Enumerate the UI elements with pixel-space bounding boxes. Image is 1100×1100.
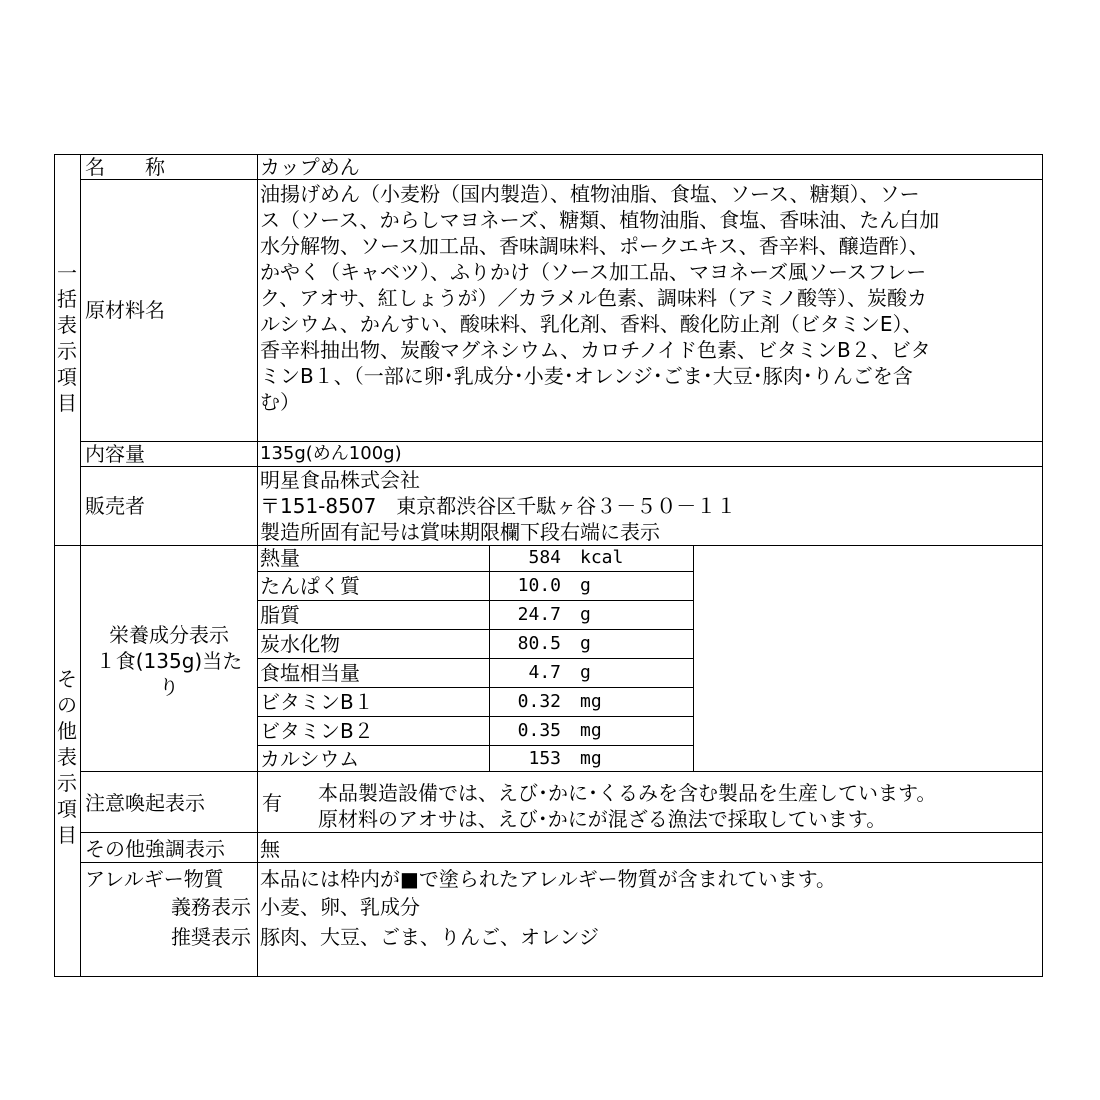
nutrition-line-2 — [257, 600, 693, 601]
nutrition-row-unit: mg — [580, 748, 602, 769]
ingredients-line: かやく（キャベツ）、ふりかけ（ソース加工品、マヨネーズ風ソースフレー — [260, 260, 927, 284]
nutrition-row-unit: g — [580, 604, 591, 625]
nutrition-line-1 — [257, 571, 693, 572]
allergen-recommended-value: 豚肉、大豆、ごま、りんご、オレンジ — [260, 925, 599, 949]
nutrition-row-value: 10.0 — [517, 575, 561, 596]
nutrition-row-name: 炭水化物 — [260, 632, 340, 656]
nutrition-row-unit: g — [580, 633, 591, 654]
nutrition-line-5 — [257, 687, 693, 688]
nutrition-row-name: 食塩相当量 — [260, 661, 360, 685]
row-divider-name — [80, 179, 1043, 180]
caution-label: 注意喚起表示 — [85, 791, 205, 815]
allergen-note: 本品には枠内が■で塗られたアレルギー物質が含まれています。 — [260, 867, 836, 891]
allergen-mandatory-value: 小麦、卵、乳成分 — [260, 895, 420, 919]
nutrition-row-name: 熱量 — [260, 546, 300, 570]
allergen-label: アレルギー物質 — [85, 867, 224, 891]
nutrition-row-name: カルシウム — [260, 747, 360, 771]
nutrition-line-4 — [257, 658, 693, 659]
row-divider-caution — [80, 832, 1043, 833]
row-divider-emphasis — [80, 862, 1043, 863]
nutrition-row-unit: mg — [580, 720, 602, 741]
nutrition-row-name: 脂質 — [260, 603, 300, 627]
nutrition-row-value: 153 — [528, 748, 561, 769]
ingredients-line: む） — [260, 390, 300, 414]
seller-label: 販売者 — [85, 494, 145, 518]
content-label: 内容量 — [85, 442, 145, 466]
caution-flag: 有 — [262, 791, 282, 815]
ingredients-line: ルシウム、かんすい、酸味料、乳化剤、香料、酸化防止剤（ビタミンE）、 — [260, 312, 923, 336]
ingredients-line: 油揚げめん（小麦粉（国内製造）、植物油脂、食塩、ソース、糖類）、ソー — [260, 182, 920, 206]
section-header-other: その他表示項目 — [57, 667, 77, 847]
nutrition-row-value: 0.35 — [517, 720, 561, 741]
table-border-bottom — [54, 976, 1043, 977]
seller-line: 〒151-8507 東京都渋谷区千駄ヶ谷３－５０－１１ — [260, 494, 737, 518]
nutrition-row-value: 24.7 — [517, 604, 561, 625]
row-divider-nutrition — [80, 771, 1043, 772]
nutrition-row-unit: g — [580, 575, 591, 596]
section-header-bulk: 一括表示項目 — [57, 261, 77, 415]
emphasis-value: 無 — [260, 837, 280, 861]
name-label: 名 称 — [85, 155, 165, 179]
nutrition-serving: １食(135g)当た — [95, 649, 243, 673]
caution-line: 本品製造設備では、えび･かに･くるみを含む製品を生産しています。 — [318, 781, 937, 805]
nutrition-row-value: 4.7 — [528, 662, 561, 683]
nutrition-row-unit: mg — [580, 691, 602, 712]
section-column-divider — [80, 154, 81, 977]
ingredients-line: ク、アオサ、紅しょうが）／カラメル色素、調味料（アミノ酸等）、炭酸カ — [260, 286, 927, 310]
ingredients-label: 原材料名 — [85, 298, 165, 322]
nutrition-name-value-divider — [489, 545, 490, 772]
nutrition-row-value: 584 — [528, 547, 561, 568]
nutrition-row-name: ビタミンB１ — [260, 690, 374, 714]
seller-line: 製造所固有記号は賞味期限欄下段右端に表示 — [260, 520, 660, 544]
ingredients-line: ミンB１、（一部に卵･乳成分･小麦･オレンジ･ごま･大豆･豚肉･りんごを含 — [260, 364, 913, 388]
seller-line: 明星食品株式会社 — [260, 468, 420, 492]
ingredients-line: 香辛料抽出物、炭酸マグネシウム、カロチノイド色素、ビタミンB２、ビタ — [260, 338, 931, 362]
nutrition-serving-cont: り — [159, 675, 179, 699]
ingredients-line: ス（ソース、からしマヨネーズ、糖類、植物油脂、食塩、香味油、たん白加 — [260, 208, 940, 232]
allergen-recommended-label: 推奨表示 — [171, 925, 251, 949]
nutrition-line-6 — [257, 716, 693, 717]
nutrition-row-value: 80.5 — [517, 633, 561, 654]
nutrition-row-name: たんぱく質 — [260, 574, 360, 598]
allergen-mandatory-label: 義務表示 — [171, 895, 251, 919]
row-divider-ingredients — [80, 441, 1043, 442]
nutrition-label: 栄養成分表示 — [109, 623, 229, 647]
nutrition-line-3 — [257, 629, 693, 630]
ingredients-line: 水分解物、ソース加工品、香味調味料、ポークエキス、香辛料、醸造酢）、 — [260, 234, 929, 258]
nutrition-row-value: 0.32 — [517, 691, 561, 712]
nutrition-row-name: ビタミンB２ — [260, 719, 374, 743]
nutrition-row-unit: kcal — [580, 547, 624, 568]
table-border-left — [54, 154, 55, 977]
row-divider-content — [80, 466, 1043, 467]
table-border-top — [54, 154, 1043, 155]
caution-line: 原材料のアオサは、えび･かにが混ざる漁法で採取しています。 — [318, 807, 887, 831]
nutrition-right-border — [693, 545, 694, 772]
content-value: 135g(めん100g) — [260, 443, 402, 464]
nutrition-row-unit: g — [580, 662, 591, 683]
emphasis-label: その他強調表示 — [85, 837, 225, 861]
label-column-divider — [257, 154, 258, 977]
name-value: カップめん — [260, 155, 360, 179]
table-border-right — [1042, 154, 1043, 977]
